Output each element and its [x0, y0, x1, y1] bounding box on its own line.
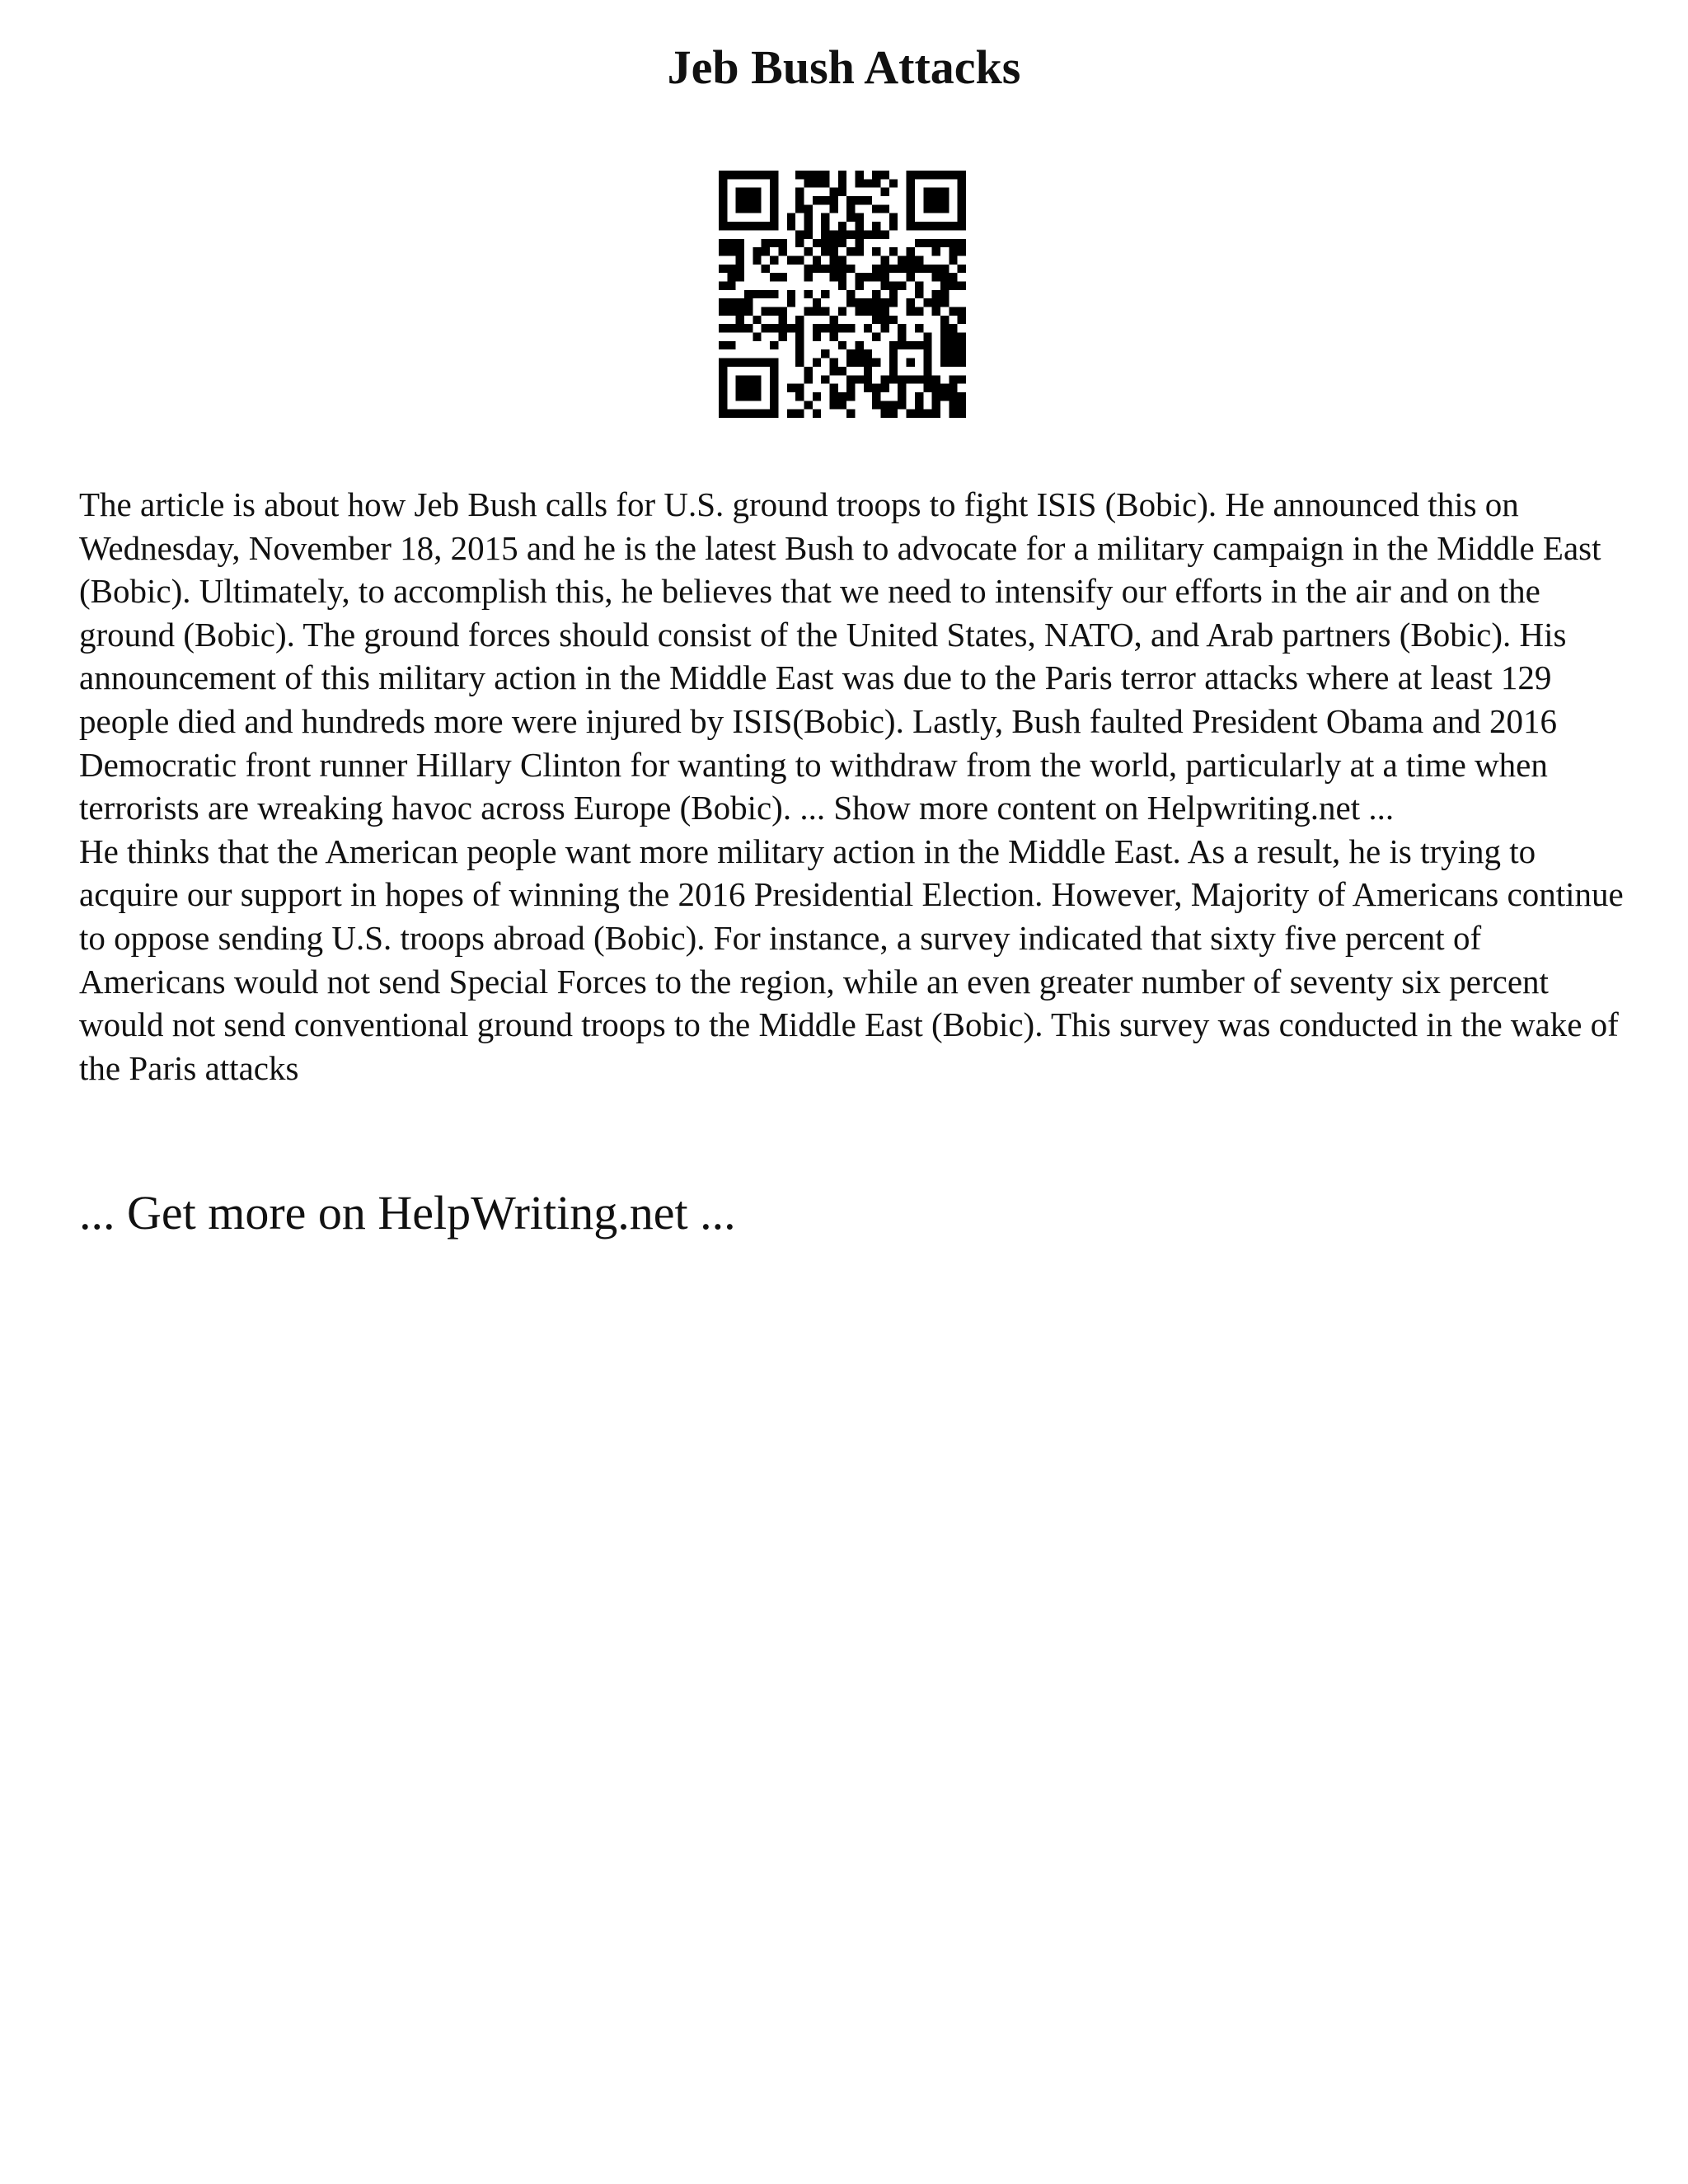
- get-more-link[interactable]: ... Get more on HelpWriting.net ...: [79, 1186, 736, 1240]
- article-paragraph: The article is about how Jeb Bush calls for U.S. ground troops to fight ISIS (Bobic). He announced this on Wednesday, November 18, 2015 and he is the latest Bush to advocate for a military campaign in the Middle East (Bobic). Ultimately, to accomplish this, he believes that we need to intensify our efforts in the air and on the ground (Bobic). The ground forces should consist of the United States, NATO, and Arab partners (Bobic). His announcement of this military action in the Middle East was due to the Paris terror attacks where at least 129 people died and hundreds more were injured by ISIS(Bobic). Lastly, Bush faulted President Obama and 2016 Democratic front runner Hillary Clinton for wanting to withdraw from the world, particularly at a time when terrorists are wreaking havoc across Europe (Bobic). ... Show more content on Helpwriting.net ...: [79, 485, 1601, 827]
- article-body: [79, 483, 1629, 1090]
- document-title: Jeb Bush Attacks: [667, 40, 1021, 94]
- qr-code-icon: [719, 171, 966, 418]
- article-paragraph: He thinks that the American people want more military action in the Middle East. As a result, he is trying to acquire our support in hopes of winning the 2016 Presidential Election. However, Majority of Americans continue to oppose sending U.S. troops abroad (Bobic). For instance, a survey indicated that sixty five percent of Americans would not send Special Forces to the region, while an even greater number of seventy six percent would not send conventional ground troops to the Middle East (Bobic). This survey was conducted in the wake of the Paris attacks: [79, 832, 1624, 1087]
